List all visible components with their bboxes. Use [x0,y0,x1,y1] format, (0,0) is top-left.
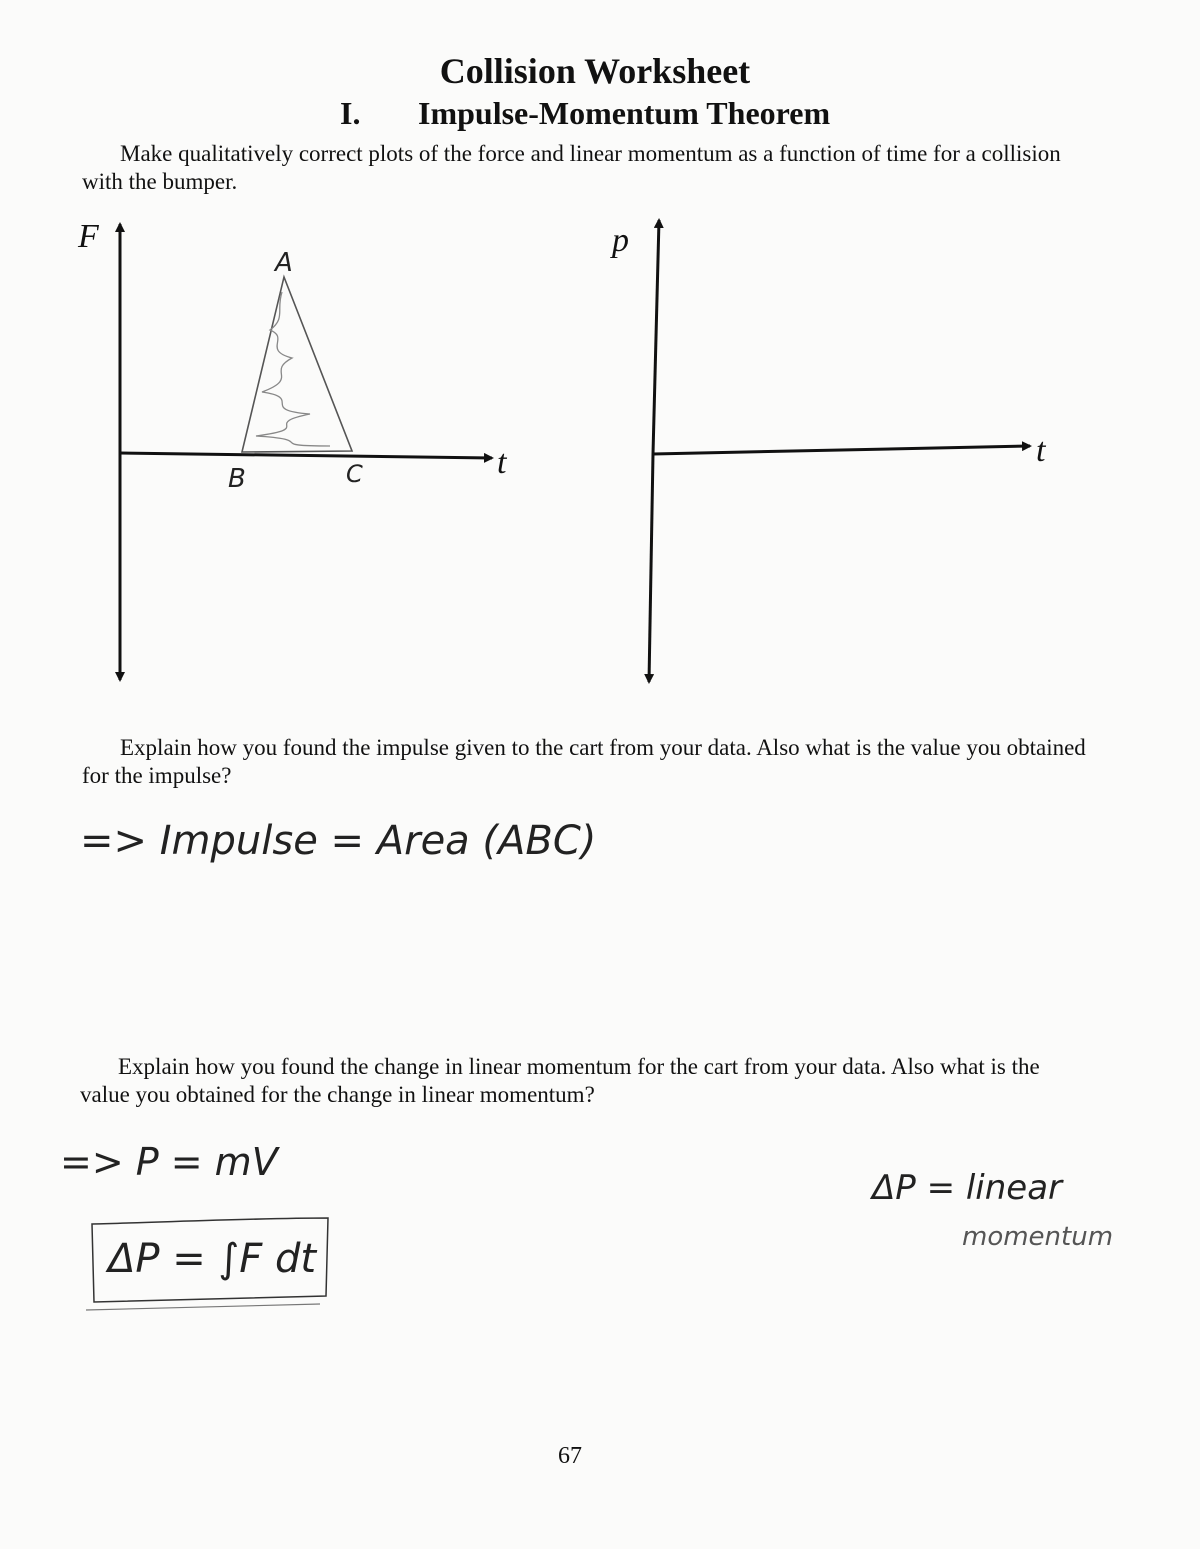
force-t-axis [120,453,492,458]
momentum-plot-axes [649,220,1030,682]
handwritten-side-note: ΔP = linear [872,1168,1063,1208]
force-axis-label: F [78,218,99,255]
handwritten-side-note-line-2: momentum [962,1222,1114,1252]
intro-text: Make qualitatively correct plots of the force and linear momentum as a function of time for a collision with the bumper. [82,141,1061,194]
momentum-axis-label: p [612,222,629,259]
question-1 [82,734,1092,790]
question-2 [80,1053,1090,1109]
section-number: I. [340,95,361,131]
question-1-text: Explain how you found the impulse given to the cart from your data. Also what is the value you obtained for the impulse? [82,735,1086,788]
momentum-time-axis-label: t [1036,432,1046,469]
worksheet-title: Collision Worksheet [439,51,751,91]
box-underline [86,1304,320,1310]
handwritten-boxed-equation: ΔP = ∫F dt [108,1236,317,1282]
momentum-y-axis-up [653,220,659,454]
handwritten-momentum-formula: => P = mV [60,1140,278,1184]
question-2-text: Explain how you found the change in linear momentum for the cart from your data. Also what is the value you obtained for the change in linear momentum? [80,1054,1040,1107]
force-time-axis-label: t [497,444,507,481]
momentum-y-axis-down [649,454,653,682]
point-c-label: C [346,460,363,488]
page-number: 67 [558,1443,582,1469]
point-a-label: A [275,248,293,278]
impulse-triangle [242,277,352,452]
section-title: Impulse-Momentum Theorem [418,95,831,131]
momentum-t-axis [653,446,1030,454]
point-b-label: B [228,464,246,494]
handwritten-answer-1: => Impulse = Area (ABC) [80,818,597,864]
